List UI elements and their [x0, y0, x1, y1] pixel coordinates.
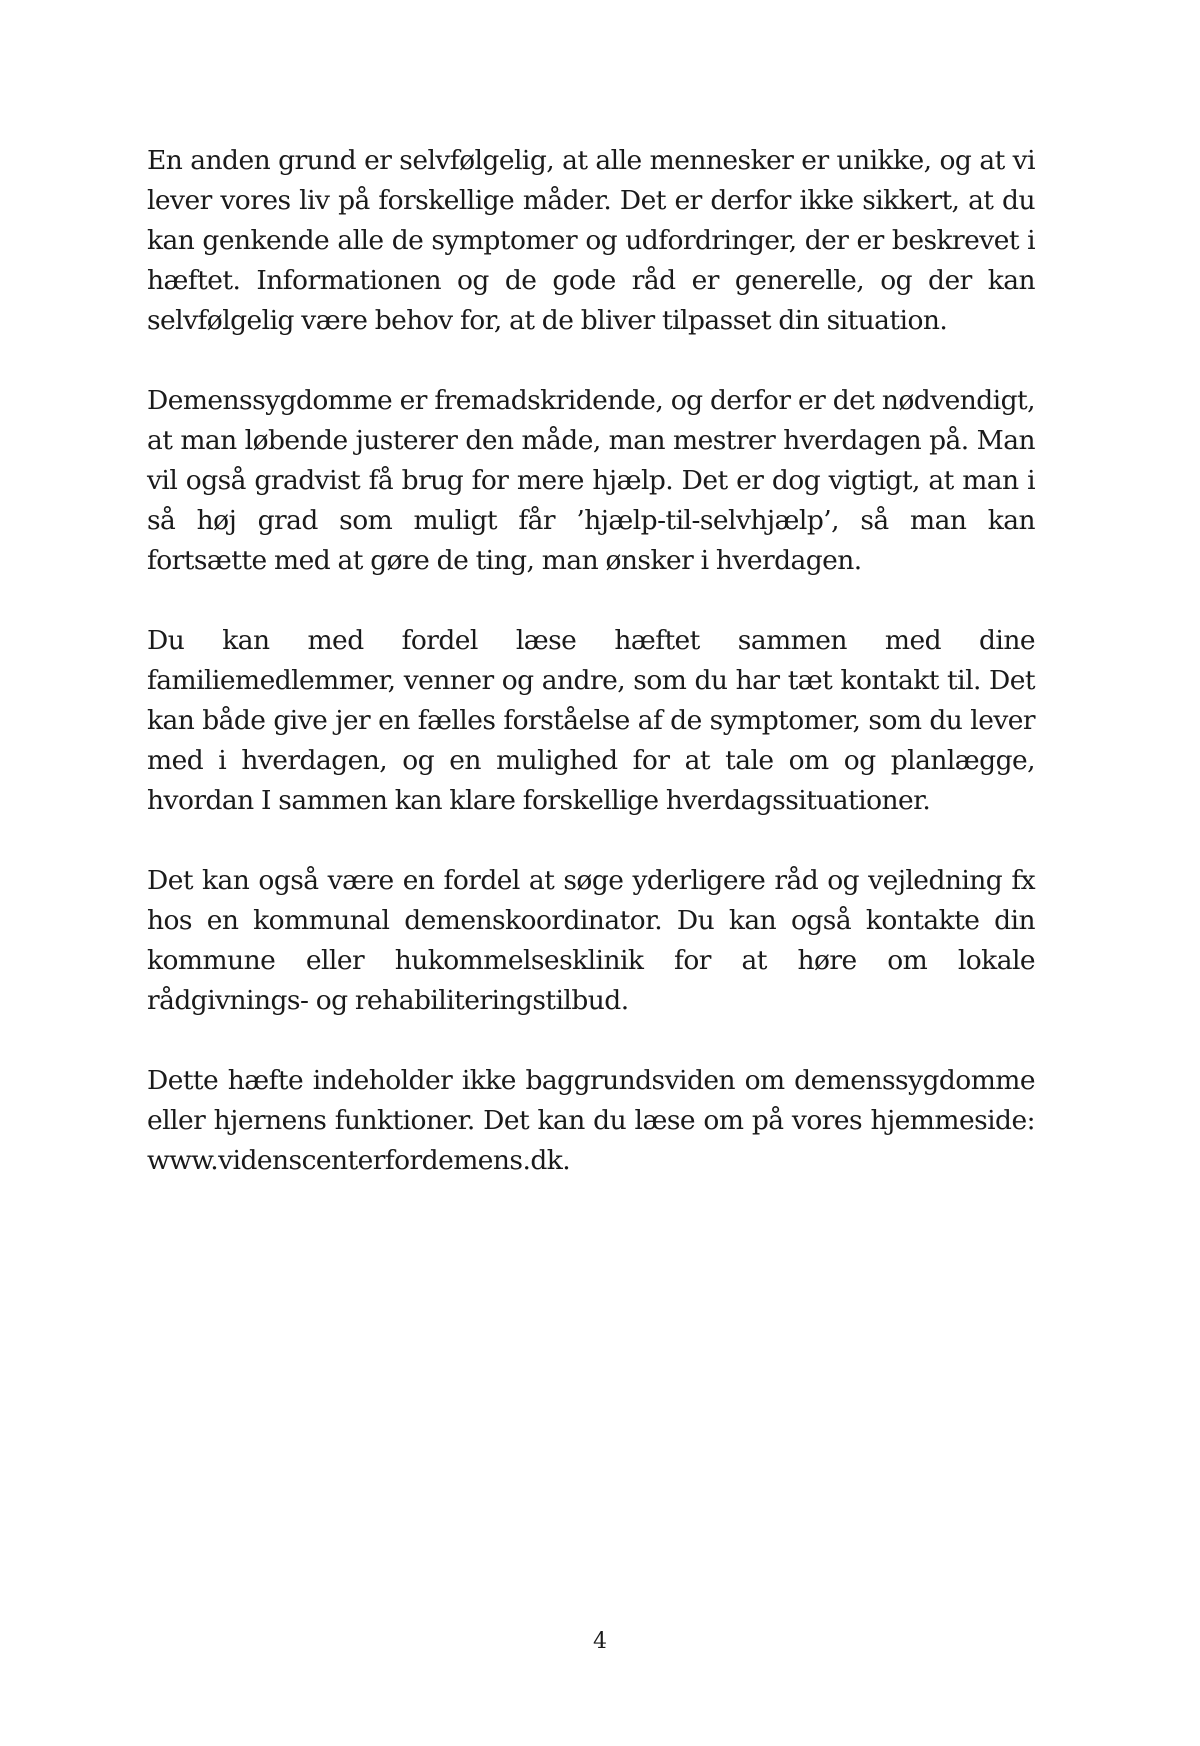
paragraph-2: Demenssygdomme er fremadskridende, og derfor er det nødvendigt, at man løbende justerer den måde, man mestrer hverdagen på. Man vil også gradvist få brug for mere hjælp. Det er dog vigtigt, at man i så høj grad som muligt får ’hjælp-til-selvhjælp’, så man kan fortsætte med at gøre de ting, man ønsker i hverdagen.	[147, 385, 1035, 576]
paragraph-4: Det kan også være en fordel at søge yderligere råd og vejledning fx hos en kommunal demenskoordinator. Du kan også kontakte din kommune eller hukommelsesklinik for at høre om lokale rådgivnings- og rehabiliteringstilbud.	[147, 865, 1035, 1016]
page-number: 4	[593, 1629, 607, 1654]
body-text	[147, 141, 1035, 1181]
paragraph-3: Du kan med fordel læse hæftet sammen med dine familiemedlemmer, venner og andre, som du har tæt kontakt til. Det kan både give jer en fælles forståelse af de symptomer, som du lever med i hverdagen, og en mulighed for at tale om og planlægge, hvordan I sammen kan klare forskellige hverdagssituationer.	[147, 625, 1035, 816]
paragraph-5: Dette hæfte indeholder ikke baggrundsviden om demenssygdomme eller hjernens funktioner. Det kan du læse om på vores hjemmeside: www.videnscenterfordemens.dk.	[147, 1065, 1035, 1176]
paragraph-1: En anden grund er selvfølgelig, at alle mennesker er unikke, og at vi lever vores liv på forskellige måder. Det er derfor ikke sikkert, at du kan genkende alle de symptomer og udfordringer, der er beskrevet i hæftet. Informationen og de gode råd er generelle, og der kan selvfølgelig være behov for, at de bliver tilpasset din situation.	[147, 145, 1035, 336]
